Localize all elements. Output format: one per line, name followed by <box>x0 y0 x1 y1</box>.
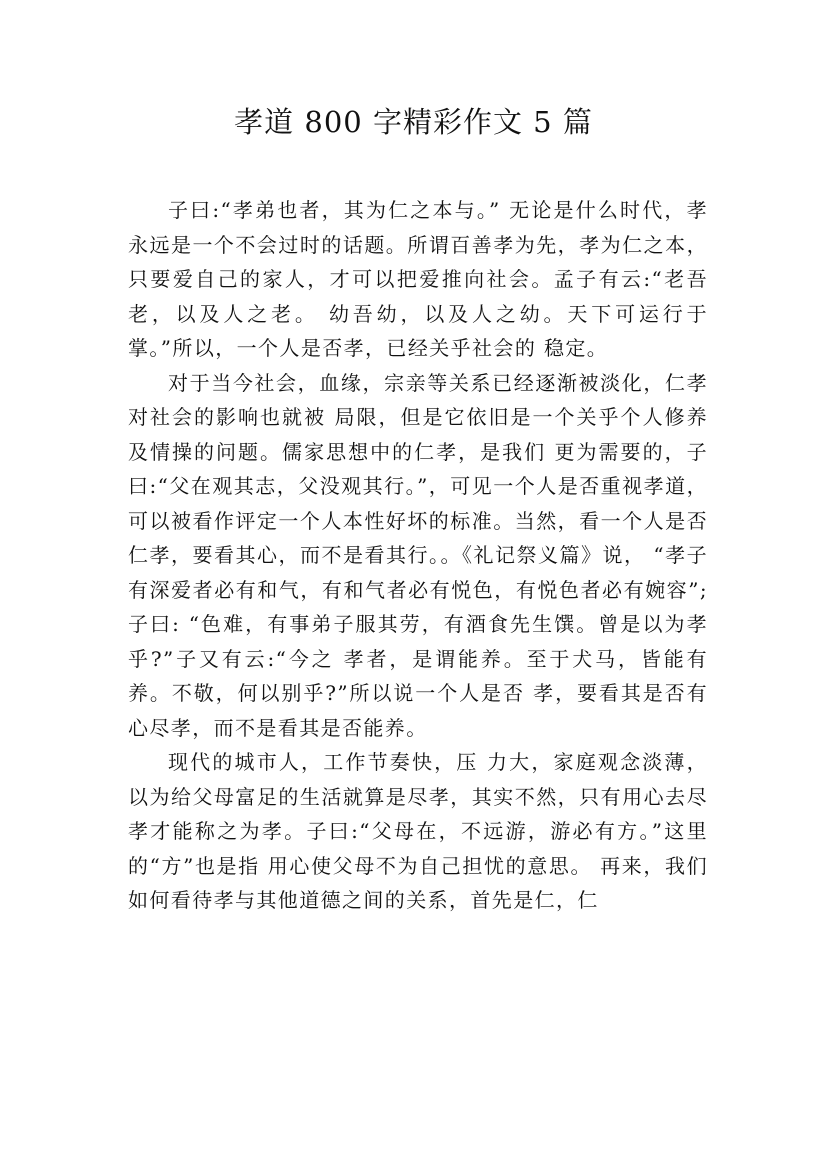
document-body <box>128 193 716 918</box>
paragraph-1: 子曰:“孝弟也者，其为仁之本与。” 无论是什么时代，孝永远是一个不会过时的话题。所谓百善孝为先，孝为仁之本，只要爱自己的家人，才可以把爱推向社会。孟子有云:“老吾老，以及人之老。 幼吾幼，以及人之幼。天下可运行于掌。”所以，一个人是否孝，已经关乎社会的 稳定。 <box>128 198 708 360</box>
document-title: 孝道 800 字精彩作文 5 篇 <box>234 105 593 139</box>
paragraph-3: 现代的城市人，工作节奏快，压 力大，家庭观念淡薄，以为给父母富足的生活就算是尽孝，其实不然，只有用心去尽孝才能称之为孝。子曰:“父母在，不远游，游必有方。”这里的“方”也是指 用心使父母不为自己担忧的意思。 再来，我们如何看待孝与其他道德之间的关系，首先是仁，仁 <box>128 750 708 912</box>
paragraph-2: 对于当今社会，血缘，宗亲等关系已经逐渐被淡化，仁孝对社会的影响也就被 局限，但是它依旧是一个关乎个人修养及情操的问题。儒家思想中的仁孝，是我们 更为需要的，子曰:“父在观其志，父没观其行。”，可见一个人是否重视孝道， 可以被看作评定一个人本性好坏的标准。当然，看一个人是否仁孝，要看其心，而不是看其行。。《礼记祭义篇》说， “孝子有深爱者必有和气，有和气者必有悦色，有悦色者必有婉容”;子曰: “色难，有事弟子服其劳，有酒食先生馔。曾是以为孝乎?”子又有云:“今之 孝者，是谓能养。至于犬马，皆能有养。不敬，何以别乎?”所以说一个人是否 孝，要看其是否有心尽孝，而不是看其是否能养。 <box>128 370 716 740</box>
